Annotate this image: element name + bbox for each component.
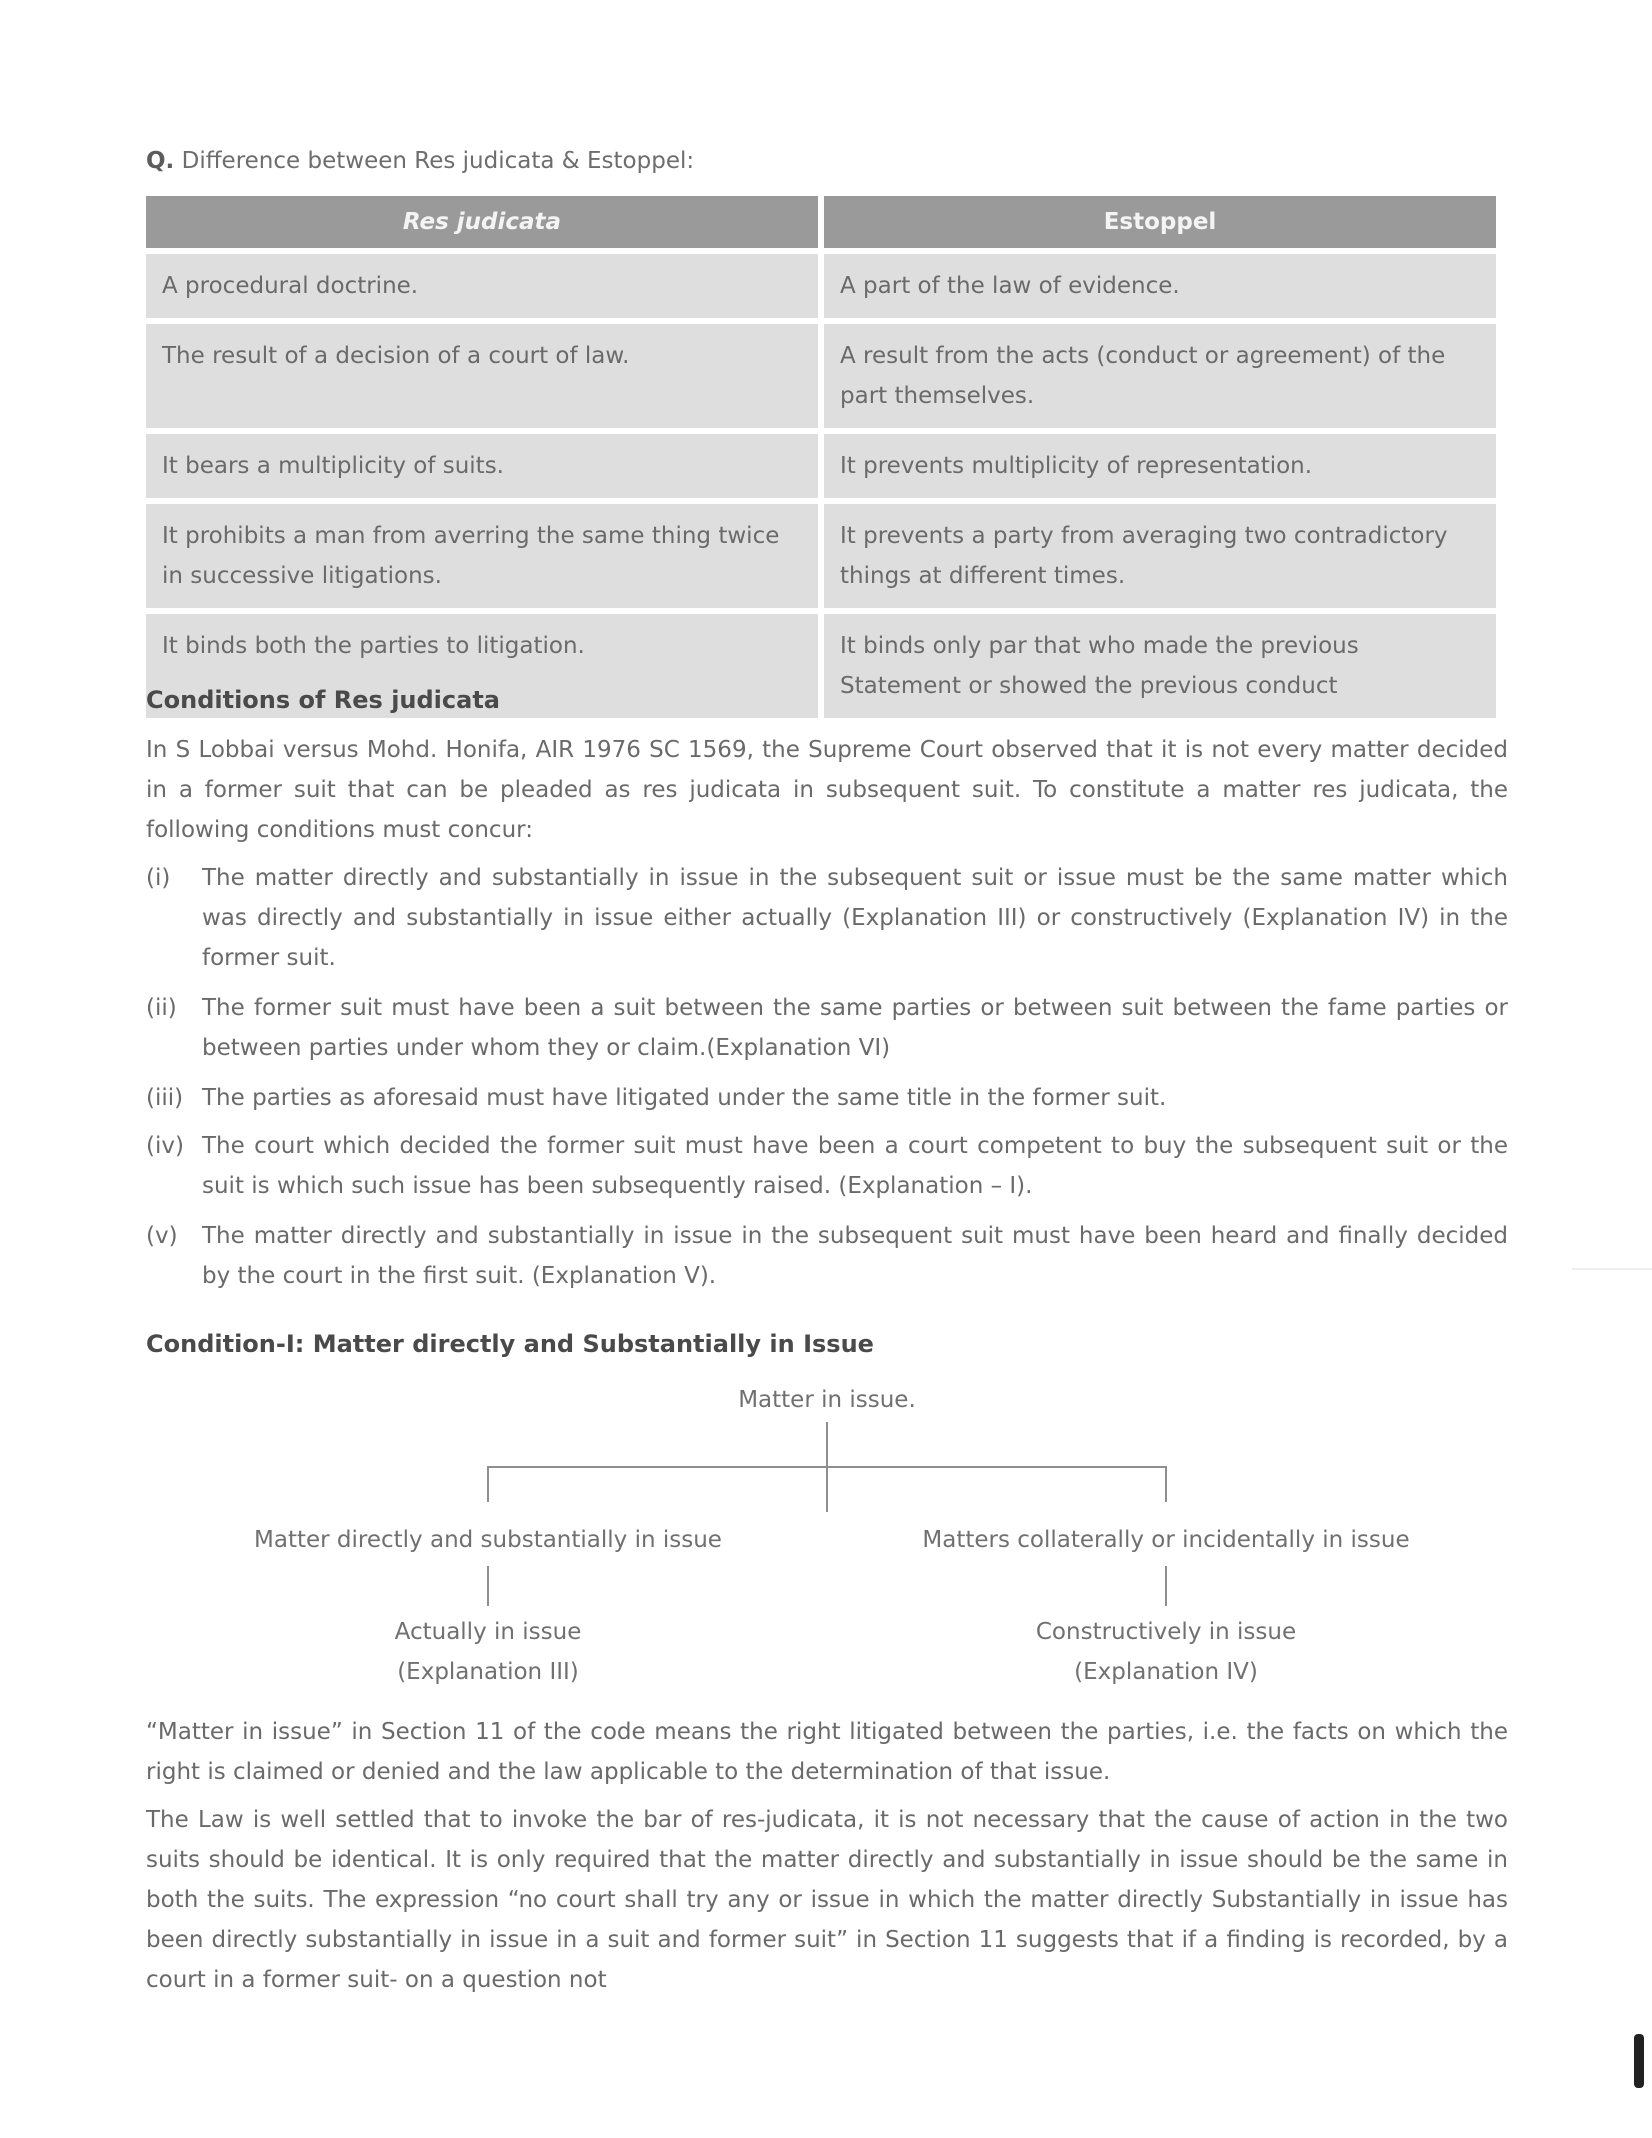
law-settled-paragraph: The Law is well settled that to invoke the bar of res-judicata, it is not necessary that the cause of action in the two suits should be identical. It is only required that the matter directly and substantially in issue should be the same in both the suits. The expression “no court shall try any or issue in which the matter directly Substantially in issue has been directly substantially in issue in a suit and former suit” in Section 11 suggests that if a finding is recorded, by a court in a former suit- on a question not <box>146 1807 1508 1993</box>
table-cell: It prevents a party from averaging two contradictory things at different times. <box>824 504 1496 608</box>
diagram-connector <box>487 1466 489 1502</box>
list-item-number: (i) <box>146 865 171 891</box>
list-item-text: The matter directly and substantially in issue in the subsequent suit must have been heard and finally decided by the court in the first suit. (Explanation V). <box>202 1223 1508 1289</box>
diagram-right-child-note: (Explanation IV) <box>1074 1659 1258 1685</box>
table-header-res-judicata: Res judicata <box>146 196 818 248</box>
conditions-heading: Conditions of Res judicata <box>146 686 500 714</box>
table-cell: A part of the law of evidence. <box>824 254 1496 318</box>
table-header-estoppel: Estoppel <box>824 196 1496 248</box>
list-item-text: The former suit must have been a suit between the same parties or between suit between the fame parties or between parties under whom they or claim.(Explanation VI) <box>202 995 1508 1061</box>
list-item-text: The matter directly and substantially in issue in the subsequent suit or issue must be the same matter which was directly and substantially in issue either actually (Explanation III) or constructively (Explanation IV) in the former suit. <box>202 865 1508 971</box>
condition1-heading: Condition-I: Matter directly and Substantially in Issue <box>146 1330 874 1358</box>
list-item-text: The court which decided the former suit must have been a court competent to buy the subsequent suit or the suit is which such issue has been subsequently raised. (Explanation – I). <box>202 1133 1508 1199</box>
table-cell: The result of a decision of a court of law. <box>146 324 818 428</box>
diagram-root-node: Matter in issue. <box>738 1387 916 1413</box>
diagram-left-node: Matter directly and substantially in issue <box>254 1527 722 1553</box>
list-item-number: (iv) <box>146 1133 184 1159</box>
conditions-intro: In S Lobbai versus Mohd. Honifa, AIR 1976 SC 1569, the Supreme Court observed that it is not every matter decided in a former suit that can be pleaded as res judicata in subsequent suit. To constitute a matter res judicata, the following conditions must concur: <box>146 737 1508 843</box>
matter-in-issue-paragraph: “Matter in issue” in Section 11 of the code means the right litigated between the parties, i.e. the facts on which the right is claimed or denied and the law applicable to the determination of that issue. <box>146 1719 1508 1785</box>
question-line <box>146 148 694 174</box>
list-item-number: (iii) <box>146 1085 184 1111</box>
diagram-right-child <box>966 1612 1366 1692</box>
list-item-text: The parties as aforesaid must have litigated under the same title in the former suit. <box>202 1085 1167 1111</box>
page-edge-line <box>1572 1268 1652 1270</box>
table-row <box>146 324 1496 428</box>
diagram-right-child-label: Constructively in issue <box>1035 1619 1297 1645</box>
list-item <box>146 858 1508 978</box>
table-cell: A procedural doctrine. <box>146 254 818 318</box>
list-item <box>146 1078 1508 1118</box>
table-row <box>146 434 1496 498</box>
diagram-connector <box>1165 1466 1167 1502</box>
table-cell: It prevents multiplicity of representation. <box>824 434 1496 498</box>
diagram-connector <box>487 1466 1167 1468</box>
list-item <box>146 1126 1508 1206</box>
list-item <box>146 1216 1508 1296</box>
diagram-connector <box>1165 1566 1167 1606</box>
comparison-table <box>140 190 1502 724</box>
diagram-left-child-label: Actually in issue <box>394 1619 582 1645</box>
table-cell: It binds both the parties to litigation. <box>146 614 818 718</box>
table-cell: It prohibits a man from averring the same thing twice in successive litigations. <box>146 504 818 608</box>
table-cell: It bears a multiplicity of suits. <box>146 434 818 498</box>
list-item-number: (ii) <box>146 995 177 1021</box>
diagram-right-node: Matters collaterally or incidentally in issue <box>922 1527 1410 1553</box>
diagram-left-child <box>288 1612 688 1692</box>
table-header-row <box>146 196 1496 248</box>
diagram-connector <box>487 1566 489 1606</box>
table-row <box>146 254 1496 318</box>
question-text: Difference between Res judicata & Estoppel: <box>181 148 695 174</box>
table-row <box>146 504 1496 608</box>
diagram-left-child-note: (Explanation III) <box>397 1659 579 1685</box>
table-cell: It binds only par that who made the previous Statement or showed the previous conduct <box>824 614 1496 718</box>
matter-in-issue-diagram <box>146 1380 1508 1710</box>
table-cell: A result from the acts (conduct or agreement) of the part themselves. <box>824 324 1496 428</box>
list-item <box>146 988 1508 1068</box>
list-item-number: (v) <box>146 1223 178 1249</box>
question-prefix: Q. <box>146 148 175 174</box>
scrollbar-thumb[interactable] <box>1634 2034 1644 2088</box>
